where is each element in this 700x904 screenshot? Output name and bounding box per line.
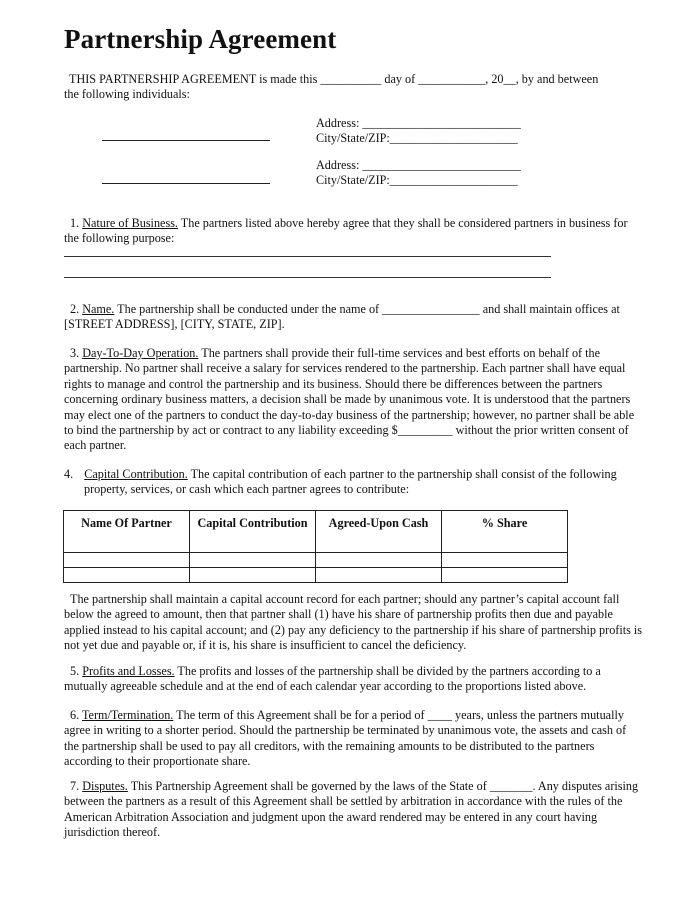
capital-account-paragraph <box>64 592 644 654</box>
section-1-text: The partners listed above hereby agree that they shall be considered partners in business for the following purpose: <box>64 216 628 246</box>
section-6-heading: Term/Termination. <box>81 708 174 722</box>
intro-line-2: the following individuals: <box>64 87 190 102</box>
section-4-number: 4. <box>64 467 74 481</box>
section-6 <box>64 708 644 770</box>
section-5-text: The profits and losses of the partnership shall be divided by the partners according to a mutually agreeable schedule and at the end of each calendar year according to the proportions listed above. <box>64 664 601 694</box>
section-6-number: 6. <box>70 708 80 722</box>
section-5-number: 5. <box>70 664 80 678</box>
party-2-address-block <box>316 158 521 189</box>
section-1-number: 1. <box>70 216 80 230</box>
party-2-address: Address: __________________________ <box>316 158 521 172</box>
table-cell[interactable] <box>190 553 316 568</box>
table-header-share: % Share <box>442 511 568 553</box>
table-cell[interactable] <box>64 553 190 568</box>
section-3-number: 3. <box>70 346 80 360</box>
section-3 <box>64 346 644 454</box>
purpose-line-1 <box>64 256 551 257</box>
table-header-capital: Capital Contribution <box>190 511 316 553</box>
table-cell[interactable] <box>316 553 442 568</box>
table-header-row <box>64 511 568 553</box>
section-1 <box>64 216 644 247</box>
section-7-number: 7. <box>70 779 80 793</box>
capital-account-text: The partnership shall maintain a capital account record for each partner; should any partner’s capital account fall below the agreed to amount, then that partner shall (1) have his share of partnership profits then due and payable applied instead to his capital account; and (2) pay any deficiency to the partnership if his share of partnership profits is not yet due and payable or, if it is, his share is insufficient to cancel the deficiency. <box>64 592 643 653</box>
section-4-heading: Capital Contribution. <box>84 467 188 481</box>
intro-line-1: THIS PARTNERSHIP AGREEMENT is made this __________ day of ___________, 20__, by and between <box>69 72 599 86</box>
section-2 <box>64 302 644 333</box>
intro-paragraph <box>64 72 644 103</box>
party-2-city: City/State/ZIP:_____________________ <box>316 173 518 188</box>
table-cell[interactable] <box>442 553 568 568</box>
table-cell[interactable] <box>442 568 568 583</box>
section-2-number: 2. <box>70 302 80 316</box>
table-row <box>64 568 568 583</box>
section-7 <box>64 779 644 841</box>
purpose-line-2 <box>64 277 551 278</box>
section-4 <box>64 467 644 498</box>
capital-contribution-table <box>63 510 568 583</box>
party-1-address-block <box>316 116 521 147</box>
section-6-text: The term of this Agreement shall be for a period of ____ years, unless the partners mutually agree in writing to a shorter period. Should the partnership be terminated by unanimous vote, the assets and cash of the partnership shall be used to pay all creditors, with the remaining amounts to be distributed to the partners according to their proportionate share. <box>64 708 627 769</box>
section-3-text: The partners shall provide their full-time services and best efforts on behalf of the partnership. No partner shall receive a salary for services rendered to the partnership. Each partner shall have equal rights to manage and control the partnership and its business. Should there be differences between the partners concerning ordinary business matters, a decision shall be made by unanimous vote. It is understood that the partners may elect one of the partners to conduct the day-to-day business of the partnership; however, no partner shall be able to bind the partnership by act or contract to any liability exceeding $_________ without the prior written consent of each partner. <box>64 346 635 453</box>
section-7-text: This Partnership Agreement shall be governed by the laws of the State of _______. Any disputes arising between the partners as a result of this Agreement shall be settled by arbitration in accordance with the rules of the American Arbitration Association and judgment upon the award rendered may be entered in any court having jurisdiction thereof. <box>64 779 639 840</box>
table-cell[interactable] <box>316 568 442 583</box>
section-2-heading: Name. <box>82 302 115 316</box>
party-1-signature-line <box>102 140 270 141</box>
party-2-signature-line <box>102 183 270 184</box>
section-4-text-2: property, services, or cash which each partner agrees to contribute: <box>84 482 410 497</box>
table-cell[interactable] <box>190 568 316 583</box>
section-1-heading: Nature of Business. <box>82 216 178 230</box>
table-cell[interactable] <box>64 568 190 583</box>
party-1-city: City/State/ZIP:_____________________ <box>316 131 518 146</box>
section-7-heading: Disputes. <box>82 779 128 793</box>
party-1-address: Address: __________________________ <box>316 116 521 130</box>
document-title: Partnership Agreement <box>64 24 337 54</box>
section-2-text: The partnership shall be conducted under the name of ________________ and shall maintain offices at [STREET ADDRESS], [CITY, STATE, ZIP]. <box>64 302 620 332</box>
section-5 <box>64 664 644 695</box>
section-5-heading: Profits and Losses. <box>82 664 175 678</box>
section-3-heading: Day-To-Day Operation. <box>82 346 199 360</box>
table-header-cash: Agreed-Upon Cash <box>316 511 442 553</box>
section-4-text: The capital contribution of each partner to the partnership shall consist of the following <box>187 467 617 481</box>
table-header-name: Name Of Partner <box>64 511 190 553</box>
table-row <box>64 553 568 568</box>
